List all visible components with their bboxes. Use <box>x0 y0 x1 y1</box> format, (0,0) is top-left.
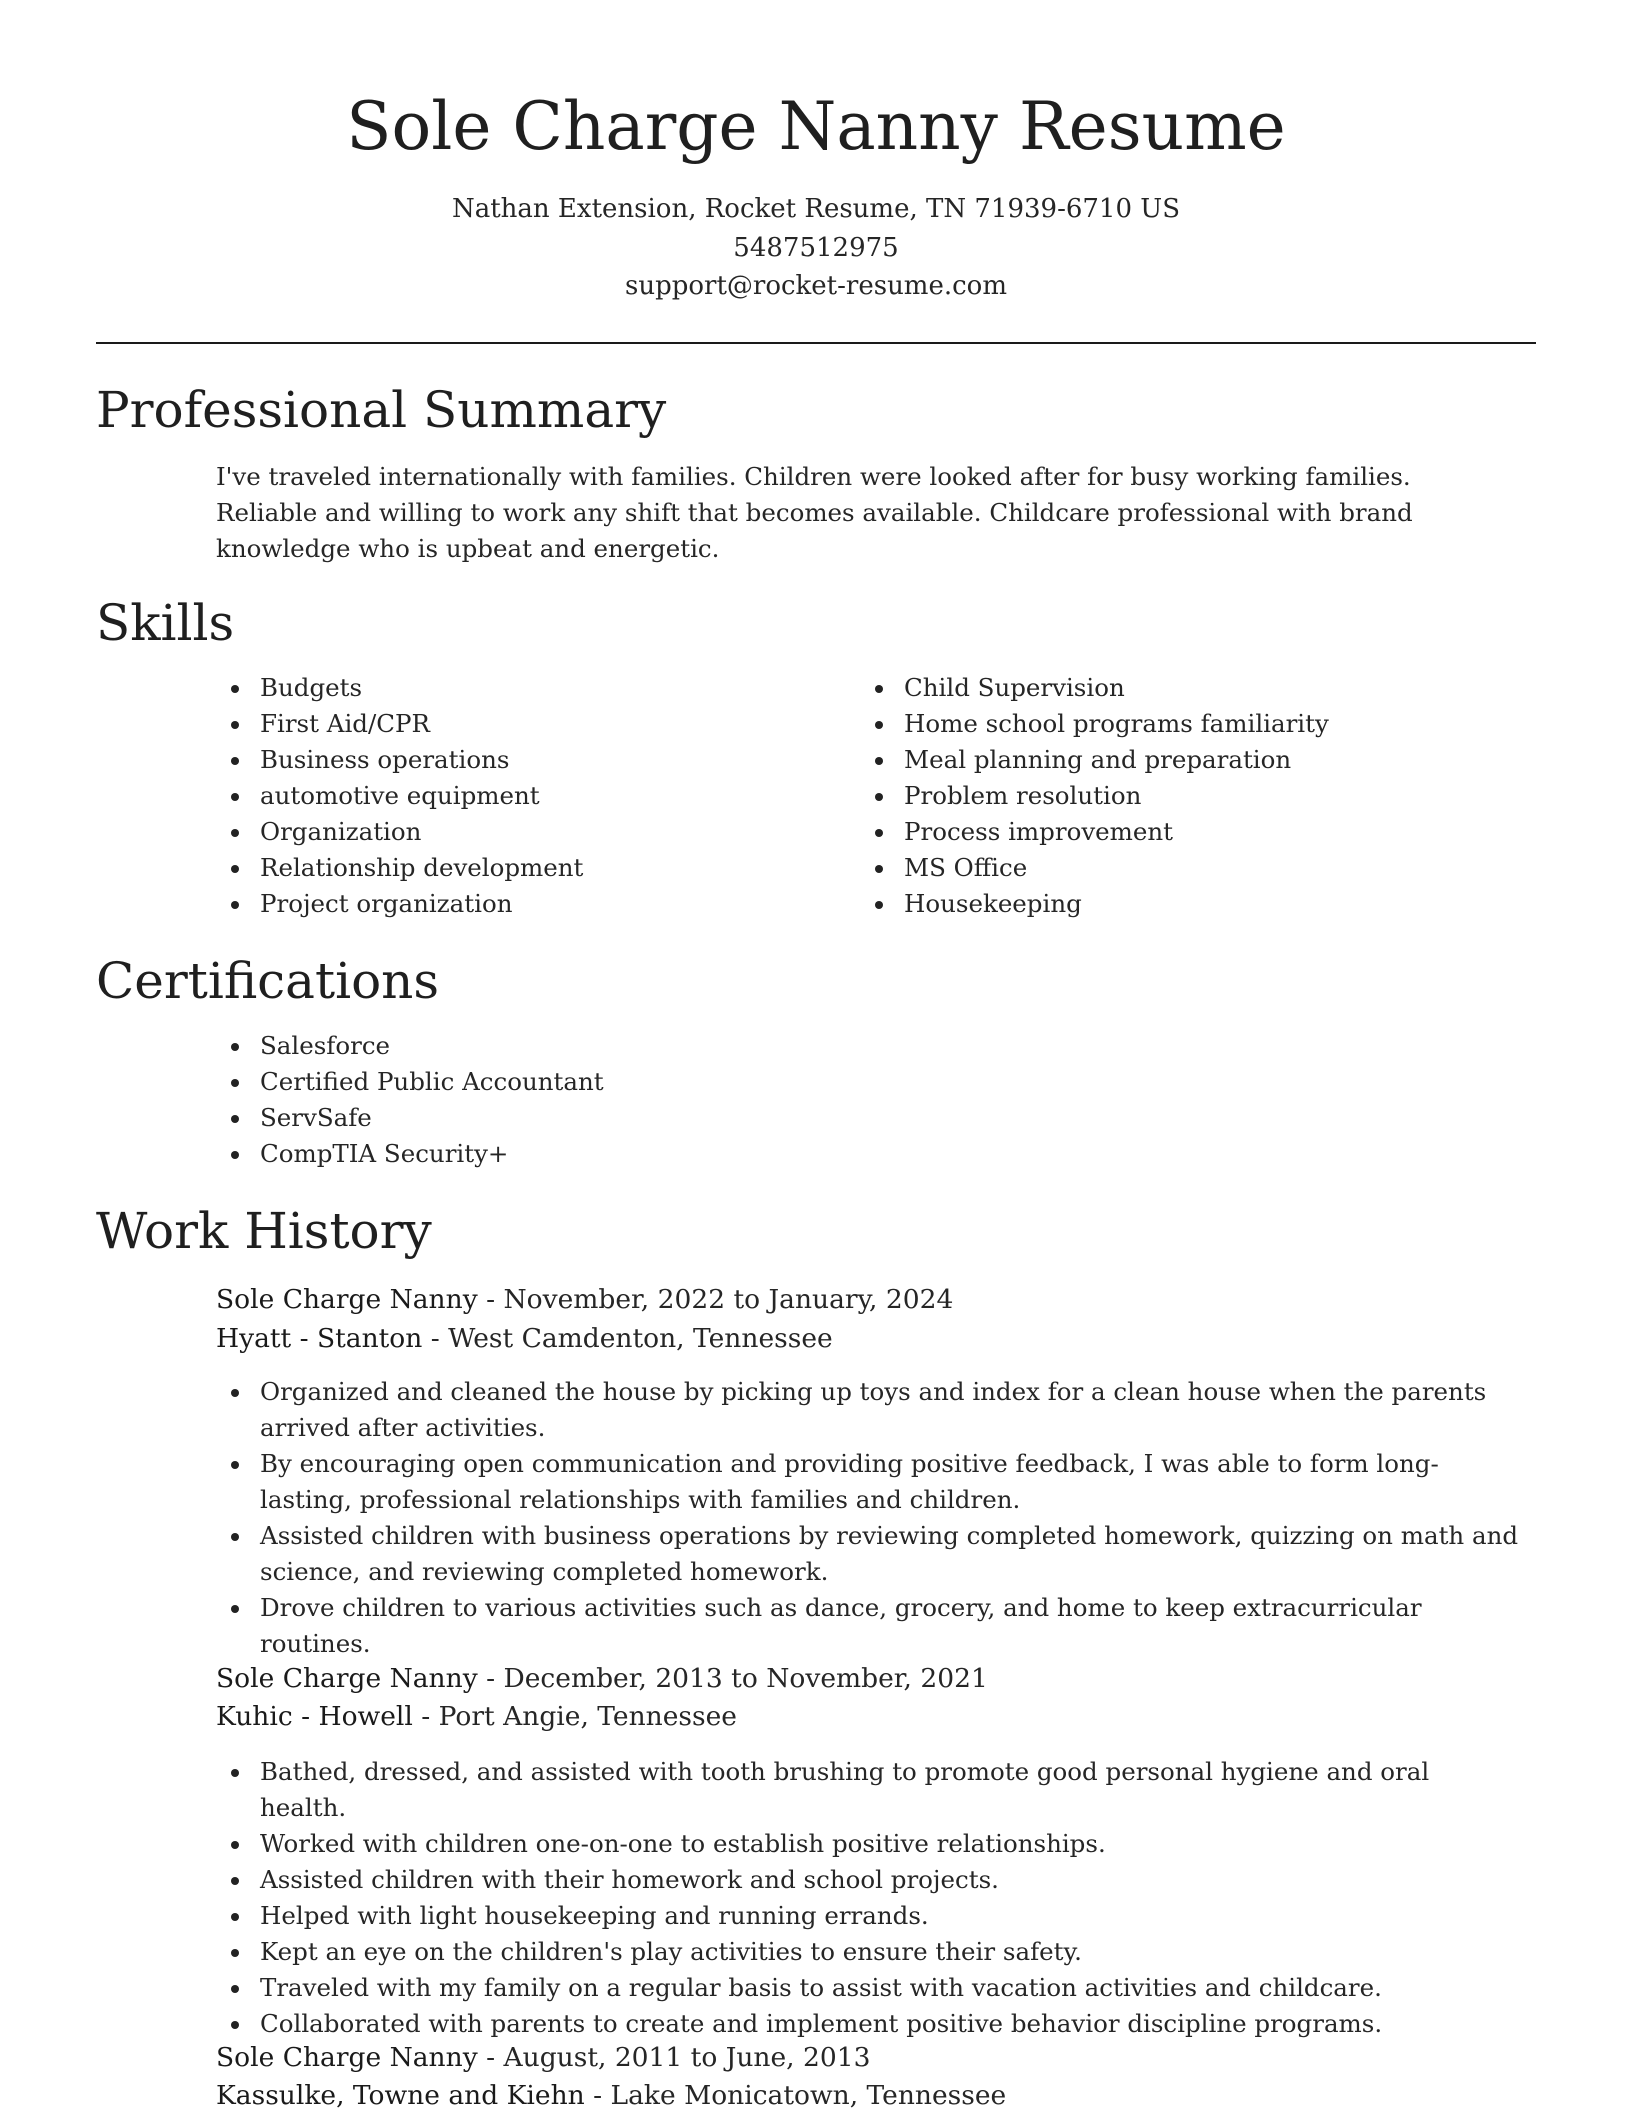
job-role: Sole Charge Nanny <box>216 1284 478 1315</box>
contact-phone: 5487512975 <box>733 233 899 263</box>
job-duty: Assisted children with business operations by reviewing completed homework, quizzing on math and science, and reviewing completed homework. <box>216 1518 1521 1590</box>
job-duty: Kept an eye on the children's play activities to ensure their safety. <box>216 1934 1521 1970</box>
job-title-line: Sole Charge Nanny - November, 2022 to January, 2024 <box>216 1284 954 1315</box>
skill-item: Relationship development <box>216 850 816 886</box>
skills-heading: Skills <box>96 594 235 652</box>
job-company-line: Hyatt - Stanton - West Camdenton, Tennessee <box>216 1323 833 1354</box>
job-duty: Organized and cleaned the house by picking up toys and index for a clean house when the parents arrived after activities. <box>216 1374 1521 1446</box>
summary-text: I've traveled internationally with families. Children were looked after for busy working families. Reliable and willing to work any shift that becomes available. Childcare professional with brand knowledge who is upbeat and energetic. <box>216 462 1413 563</box>
skill-item: Process improvement <box>860 814 1520 850</box>
certification-item: ServSafe <box>216 1100 1516 1136</box>
job-duties-list <box>216 1374 1521 1662</box>
job-company: Hyatt - Stanton <box>216 1323 423 1354</box>
job-dates: August, 2011 to June, 2013 <box>503 2042 871 2073</box>
skill-item: automotive equipment <box>216 778 816 814</box>
certification-item: Salesforce <box>216 1028 1516 1064</box>
contact-email: support@rocket-resume.com <box>624 271 1007 301</box>
job-duty: Worked with children one-on-one to establish positive relationships. <box>216 1826 1521 1862</box>
skill-item: Budgets <box>216 670 816 706</box>
skill-item: Meal planning and preparation <box>860 742 1520 778</box>
job-duties-list <box>216 1754 1521 2042</box>
summary-heading: Professional Summary <box>96 381 667 439</box>
job-dates: December, 2013 to November, 2021 <box>503 1663 988 1694</box>
job-duty: By encouraging open communication and providing positive feedback, I was able to form long-lasting, professional relationships with families and children. <box>216 1446 1521 1518</box>
job-title-line: Sole Charge Nanny - August, 2011 to June, 2013 <box>216 2042 871 2073</box>
skill-item: Child Supervision <box>860 670 1520 706</box>
skill-item: Problem resolution <box>860 778 1520 814</box>
job-role: Sole Charge Nanny <box>216 1663 478 1694</box>
job-duty: Helped with light housekeeping and running errands. <box>216 1898 1521 1934</box>
job-duty: Drove children to various activities such as dance, grocery, and home to keep extracurricular routines. <box>216 1590 1521 1662</box>
job-company-line: Kuhic - Howell - Port Angie, Tennessee <box>216 1701 737 1732</box>
job-company: Kassulke, Towne and Kiehn <box>216 2080 585 2111</box>
skill-item: MS Office <box>860 850 1520 886</box>
job-location: Lake Monicatown, Tennessee <box>610 2080 1007 2111</box>
job-dates: November, 2022 to January, 2024 <box>503 1284 954 1315</box>
job-duty: Collaborated with parents to create and implement positive behavior discipline programs. <box>216 2006 1521 2042</box>
skill-item: Home school programs familiarity <box>860 706 1520 742</box>
job-company: Kuhic - Howell <box>216 1701 413 1732</box>
skills-list-right <box>860 670 1520 922</box>
certification-item: Certified Public Accountant <box>216 1064 1516 1100</box>
skill-item: Organization <box>216 814 816 850</box>
certifications-heading: Certifications <box>96 952 440 1010</box>
certification-item: CompTIA Security+ <box>216 1136 1516 1172</box>
job-company-line: Kassulke, Towne and Kiehn - Lake Monicatown, Tennessee <box>216 2080 1007 2111</box>
job-duty: Traveled with my family on a regular basis to assist with vacation activities and childcare. <box>216 1970 1521 2006</box>
job-location: West Camdenton, Tennessee <box>448 1323 833 1354</box>
skill-item: First Aid/CPR <box>216 706 816 742</box>
job-location: Port Angie, Tennessee <box>438 1701 737 1732</box>
skills-list-left <box>216 670 816 922</box>
resume-title: Sole Charge Nanny Resume <box>346 88 1286 165</box>
job-role: Sole Charge Nanny <box>216 2042 478 2073</box>
contact-address: Nathan Extension, Rocket Resume, TN 71939-6710 US <box>451 194 1181 224</box>
skill-item: Project organization <box>216 886 816 922</box>
job-duty: Assisted children with their homework and school projects. <box>216 1862 1521 1898</box>
header-divider <box>96 342 1536 344</box>
skill-item: Business operations <box>216 742 816 778</box>
certifications-list <box>216 1028 1516 1172</box>
job-duty: Bathed, dressed, and assisted with tooth brushing to promote good personal hygiene and oral health. <box>216 1754 1521 1826</box>
job-title-line: Sole Charge Nanny - December, 2013 to November, 2021 <box>216 1663 988 1694</box>
work-history-heading: Work History <box>96 1202 432 1260</box>
skill-item: Housekeeping <box>860 886 1520 922</box>
